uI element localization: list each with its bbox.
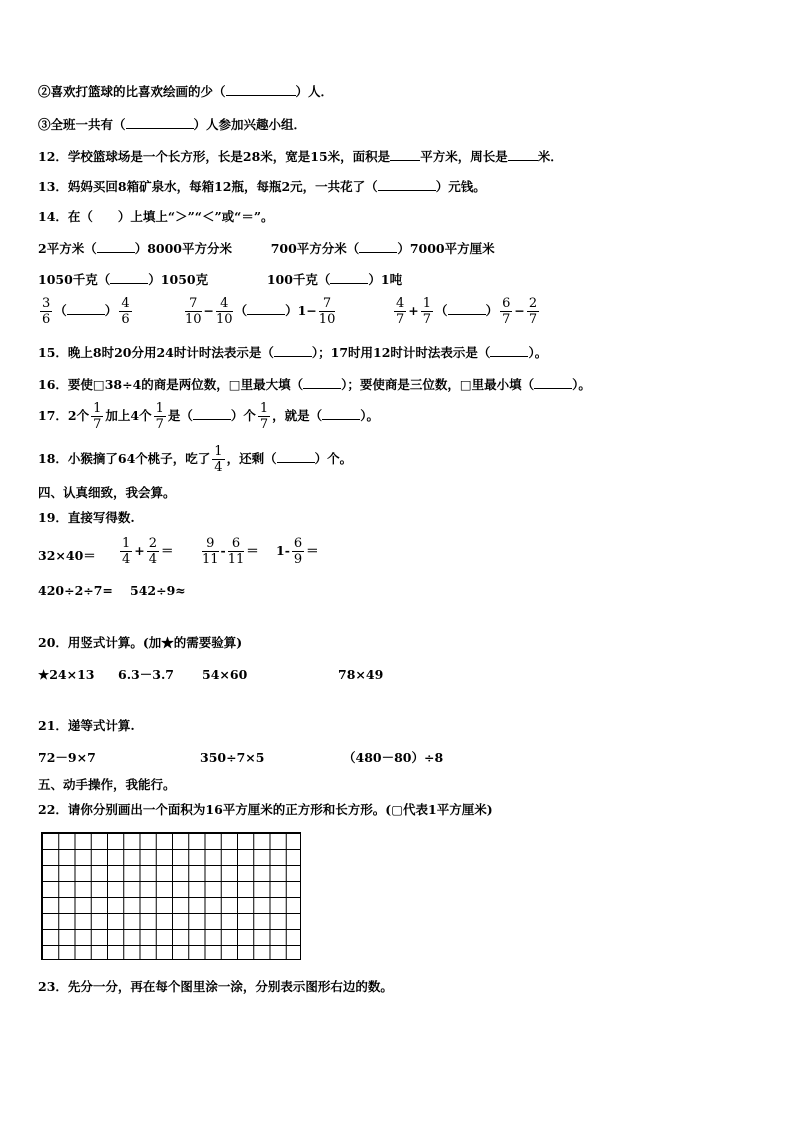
- answer-blank[interactable]: [193, 407, 231, 420]
- fraction: $\frac{1}{4}$: [122, 536, 131, 567]
- question-21-title: 21．递等式计算.: [38, 718, 135, 733]
- square-grid[interactable]: [41, 832, 301, 960]
- answer-blank[interactable]: [277, 450, 315, 463]
- fraction: $\frac{3}{6}$: [42, 296, 51, 327]
- answer-blank[interactable]: [359, 240, 397, 253]
- fraction: $\frac{2}{7}$: [528, 296, 538, 327]
- question-12: 12．学校篮球场是一个长方形，长是28米，宽是15米，面积是 平方米，周长是 米．: [38, 149, 563, 164]
- answer-blank[interactable]: [126, 116, 194, 129]
- question-16: 16．要使□38÷4的商是两位数，□里最大填（ ）；要使商是三位数，□里最小填（ ）。: [38, 377, 591, 392]
- answer-blank[interactable]: [274, 344, 312, 357]
- answer-blank[interactable]: [303, 376, 341, 389]
- answer-blank[interactable]: [508, 148, 538, 161]
- answer-blank[interactable]: [448, 302, 486, 315]
- question-17: 17．2个 $\frac{1}{7}$ 加上4个 $\frac{1}{7}$ 是（ ）个 $\frac{1}{7}$ ，就是（ ）。: [38, 401, 379, 432]
- answer-blank[interactable]: [322, 407, 360, 420]
- question-22-title: 22．请你分别画出一个面积为16平方厘米的正方形和长方形。(▢代表1平方厘米): [38, 802, 493, 817]
- fraction: $\frac{7}{10}$: [318, 296, 336, 327]
- answer-blank[interactable]: [378, 178, 436, 191]
- q11-part3: ③全班一共有（ ）人参加兴趣小组．: [38, 117, 307, 132]
- fraction: $\frac{1}{7}$: [155, 401, 164, 432]
- answer-blank[interactable]: [490, 344, 528, 357]
- fraction: $\frac{7}{10}$: [185, 296, 202, 327]
- fraction: $\frac{4}{10}$: [216, 296, 233, 327]
- fraction: $\frac{1}{4}$: [214, 444, 223, 475]
- question-14-row2: 1050千克（ ）1050克 100千克（ ）1吨: [38, 272, 403, 287]
- fraction: $\frac{6}{11}$: [227, 536, 245, 567]
- answer-blank[interactable]: [97, 240, 135, 253]
- fraction: $\frac{1}{7}$: [259, 401, 269, 432]
- fraction: $\frac{4}{7}$: [396, 296, 405, 327]
- question-23-title: 23．先分一分，再在每个图里涂一涂，分别表示图形右边的数。: [38, 979, 393, 994]
- question-15: 15．晚上8时20分用24时计时法表示是（ ）；17时用12时计时法表示是（ ）。: [38, 345, 548, 360]
- fraction: $\frac{4}{6}$: [121, 296, 130, 327]
- question-19-title: 19．直接写得数.: [38, 510, 135, 525]
- question-13: 13．妈妈买回8箱矿泉水，每箱12瓶，每瓶2元，一共花了（ ）元钱。: [38, 179, 486, 194]
- answer-blank[interactable]: [390, 148, 420, 161]
- fraction: $\frac{1}{7}$: [422, 296, 432, 327]
- fraction: $\frac{1}{7}$: [93, 401, 102, 432]
- fraction: $\frac{6}{9}$: [293, 536, 303, 567]
- section-5-heading: 五、动手操作，我能行。: [38, 777, 176, 792]
- question-14-row1: 2平方米（ ）8000平方分米 700平方分米（ ）7000平方厘米: [38, 241, 495, 256]
- question-14-title: 14．在（ ）上填上“＞”“＜”或“＝”。: [38, 209, 274, 224]
- section-4-heading: 四、认真细致，我会算。: [38, 485, 176, 500]
- fraction: $\frac{2}{4}$: [148, 536, 158, 567]
- answer-blank[interactable]: [247, 302, 285, 315]
- q11-part2: ②喜欢打篮球的比喜欢绘画的少（ ）人．: [38, 84, 334, 99]
- answer-blank[interactable]: [67, 302, 105, 315]
- question-20-title: 20．用竖式计算。(加★的需要验算): [38, 635, 243, 650]
- answer-blank[interactable]: [534, 376, 572, 389]
- question-18: 18．小猴摘了64个桃子，吃了 $\frac{1}{4}$ ，还剩（ ）个。: [38, 444, 353, 475]
- answer-blank[interactable]: [226, 83, 296, 96]
- fraction: $\frac{6}{7}$: [502, 296, 511, 327]
- answer-blank[interactable]: [110, 271, 148, 284]
- fraction: $\frac{9}{11}$: [202, 536, 219, 567]
- answer-blank[interactable]: [330, 271, 368, 284]
